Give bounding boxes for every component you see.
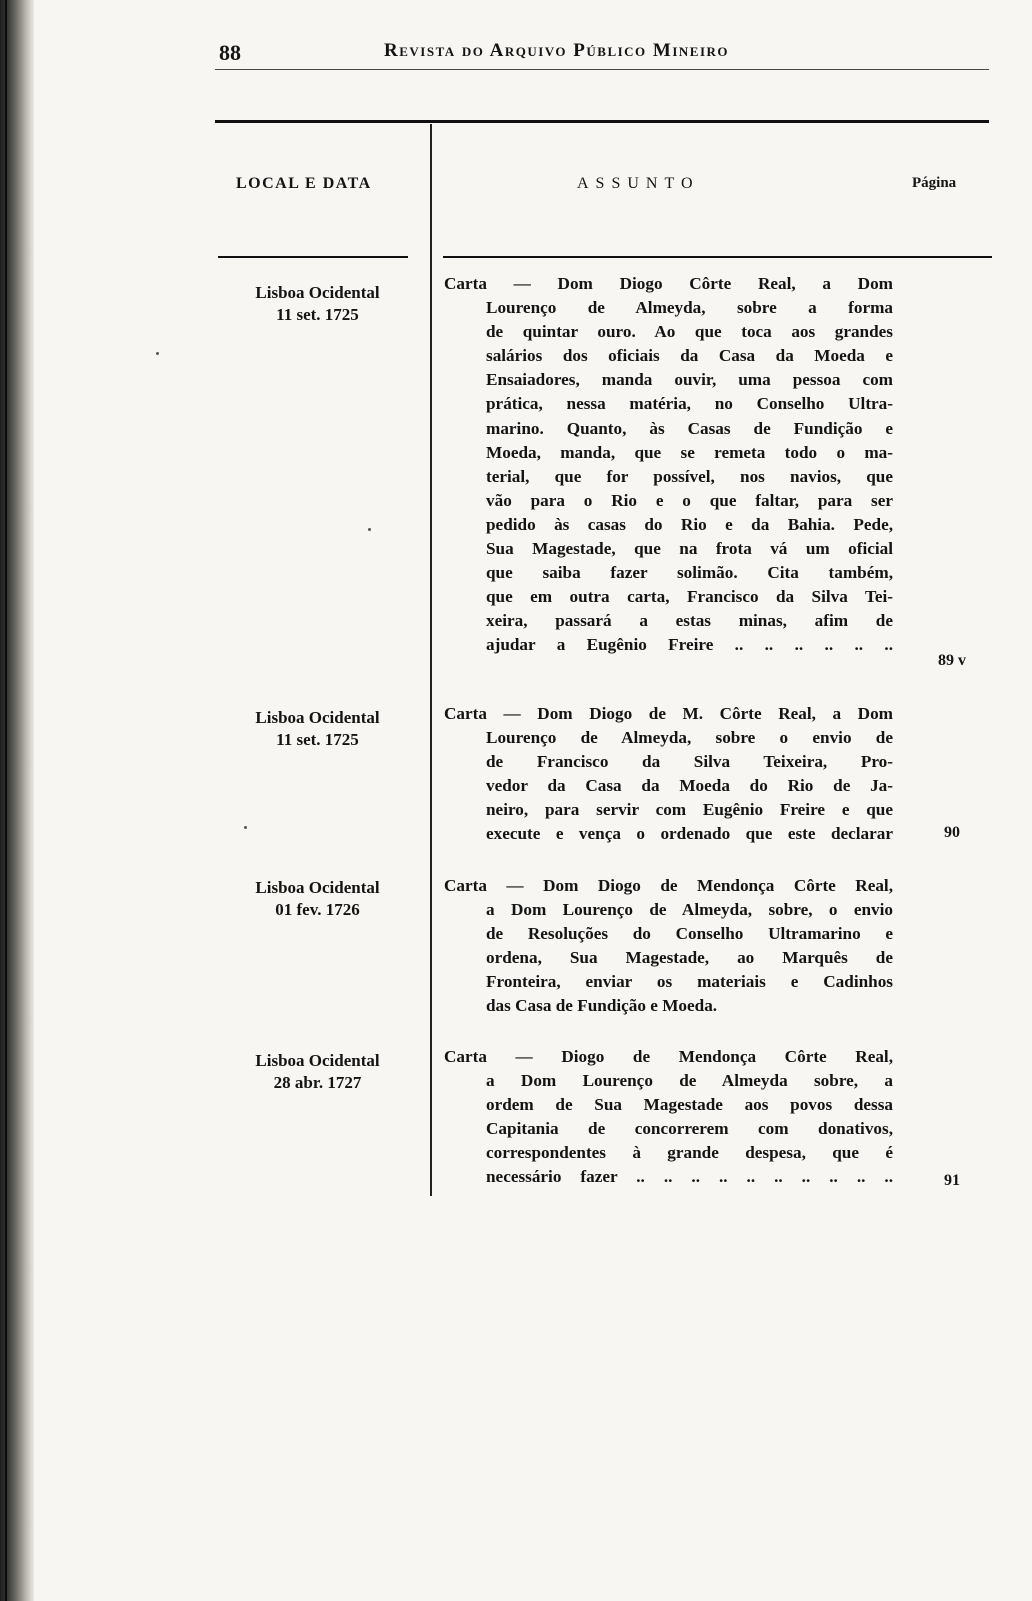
scan-speck: [244, 826, 247, 829]
entry-date: 11 set. 1725: [276, 730, 359, 749]
subject-line: prática, nessa matéria, no Conselho Ultra-: [486, 394, 893, 414]
subject-line: Moeda, manda, que se remeta todo o ma-: [486, 442, 893, 462]
subject-line: que saiba fazer solimão. Cita também,: [486, 563, 893, 583]
subject-line: a Dom Lourenço de Almeyda, sobre, o envio: [486, 900, 893, 920]
subject-line: Ensaiadores, manda ouvir, uma pessoa com: [486, 370, 893, 390]
entry-date: 28 abr. 1727: [273, 1073, 362, 1092]
subject-line: Capitania de concorrerem com donativos,: [486, 1119, 893, 1139]
subject-line: Carta — Diogo de Mendonça Côrte Real,: [444, 1047, 893, 1066]
subject-line: ordena, Sua Magestade, ao Marquês de: [486, 948, 893, 968]
subject-line: Lourenço de Almeyda, sobre o envio de: [486, 728, 893, 748]
subject-line: Lourenço de Almeyda, sobre a forma: [486, 298, 893, 318]
entry-place: Lisboa Ocidental: [255, 878, 380, 897]
subject-line: salários dos oficiais da Casa da Moeda e: [486, 346, 893, 366]
entry-subject: [444, 874, 893, 1019]
subject-line: marino. Quanto, às Casas de Fundição e: [486, 418, 893, 438]
subject-line: correspondentes à grande despesa, que é: [486, 1143, 893, 1163]
subject-line: Carta — Dom Diogo Côrte Real, a Dom: [444, 274, 893, 293]
entry-place: Lisboa Ocidental: [255, 283, 380, 302]
subject-line: neiro, para servir com Eugênio Freire e que: [486, 800, 893, 820]
subject-line: Carta — Dom Diogo de M. Côrte Real, a Dom: [444, 704, 893, 723]
entry-date: 01 fev. 1726: [275, 900, 360, 919]
subject-line: vedor da Casa da Moeda do Rio de Ja-: [486, 776, 893, 796]
subject-line: execute e vença o ordenado que este declarar: [486, 824, 893, 844]
subject-line: Carta — Dom Diogo de Mendonça Côrte Real,: [444, 876, 893, 895]
entry-subject: [444, 1045, 893, 1190]
column-divider: [430, 124, 432, 1196]
entry-local-date: [215, 282, 420, 326]
table-top-rule: [215, 120, 989, 123]
subject-line: que em outra carta, Francisco da Silva Tei-: [486, 587, 893, 607]
subject-line: pedido às casas do Rio e da Bahia. Pede,: [486, 514, 893, 534]
subject-line: xeira, passará a estas minas, afim de: [486, 611, 893, 631]
subject-line: de Francisco da Silva Teixeira, Pro-: [486, 752, 893, 772]
subject-line: de Resoluções do Conselho Ultramarino e: [486, 924, 893, 944]
entry-page-ref: 91: [944, 1172, 960, 1189]
subject-line: ordem de Sua Magestade aos povos dessa: [486, 1095, 893, 1115]
subject-line: necessário fazer .. .. .. .. .. .. .. .. .. ..: [486, 1167, 893, 1187]
subject-line: a Dom Lourenço de Almeyda sobre, a: [486, 1071, 893, 1091]
entry-page-ref: 90: [944, 824, 960, 841]
entry-page-ref: 89 v: [938, 652, 966, 669]
subject-line: ajudar a Eugênio Freire .. .. .. .. .. ..: [486, 635, 893, 655]
entry-place: Lisboa Ocidental: [255, 708, 380, 727]
subject-line: de quintar ouro. Ao que toca aos grandes: [486, 322, 893, 342]
entry-local-date: [215, 1050, 420, 1094]
header-rule: [215, 69, 989, 70]
subject-line: das Casa de Fundição e Moeda.: [486, 996, 718, 1016]
running-title: Revista do Arquivo Público Mineiro: [384, 40, 730, 61]
subject-line: Sua Magestade, que na frota vá um oficial: [486, 539, 893, 559]
header-underline-right: [443, 256, 992, 258]
entry-place: Lisboa Ocidental: [255, 1051, 380, 1070]
scan-speck: [156, 352, 159, 355]
subject-line: terial, que for possível, nos navios, que: [486, 466, 893, 486]
entry-local-date: [215, 877, 420, 921]
entry-local-date: [215, 707, 420, 751]
scan-speck: [368, 528, 371, 531]
entry-date: 11 set. 1725: [276, 305, 359, 324]
binding-edge: [5, 0, 7, 1601]
column-header-pagina: Página: [912, 175, 957, 191]
header-underline-left: [218, 256, 408, 258]
subject-line: Fronteira, enviar os materiais e Cadinhos: [486, 972, 893, 992]
column-header-assunto: ASSUNTO: [577, 175, 700, 192]
page-number: 88: [219, 40, 241, 65]
entry-subject: [444, 702, 893, 847]
column-header-local-data: LOCAL E DATA: [236, 175, 372, 192]
entry-subject: [444, 272, 893, 658]
subject-line: vão para o Rio e o que faltar, para ser: [486, 490, 893, 510]
